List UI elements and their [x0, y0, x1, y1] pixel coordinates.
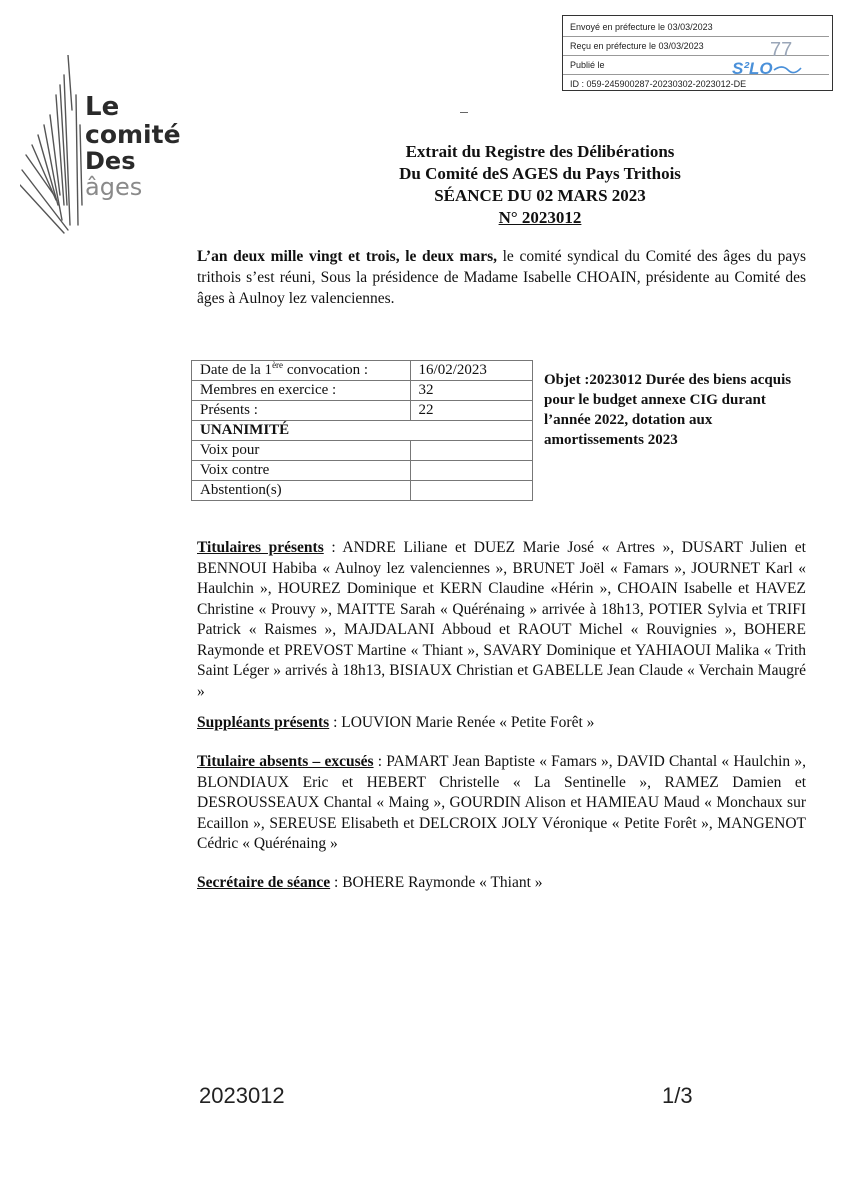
stamp-id: ID : 059-245900287-20230302-2023012-DE — [570, 79, 747, 89]
session-stats-table — [191, 360, 533, 501]
titulaires-presents-paragraph — [197, 538, 806, 702]
s2lo-brand: S²LO — [732, 59, 773, 78]
titulaires-presents-label: Titulaires présents — [197, 539, 324, 556]
document-title — [340, 141, 740, 229]
titulaires-absents-text: : PAMART Jean Baptiste « Famars », DAVID Chantal « Haulchin », BLONDIAUX Eric et HEBERT Christelle « La Sentinelle », RAMEZ Damien et DESROUSSEAUX Chantal « Maing », GOURDIN Alison et HAMIEAU Maud « Monchaux sur Ecaillon », SEREUSE Elisabeth et DELCROIX JOLY Véronique « Petite Forêt », MANGENOT Cédric « Quérénaing » — [197, 753, 806, 852]
secretaire-label: Secrétaire de séance — [197, 874, 331, 891]
suppleants-presents-label: Suppléants présents — [197, 714, 330, 731]
abstentions-value — [410, 481, 532, 501]
present-value: 22 — [410, 401, 532, 421]
titulaires-absents-paragraph — [197, 752, 806, 855]
comite-des-ages-logo — [20, 55, 200, 235]
stamp-divider — [563, 36, 829, 37]
decorative-dash — [460, 112, 468, 113]
prefecture-stamp — [562, 15, 833, 91]
footer-doc-number: 2023012 — [199, 1083, 285, 1108]
stamp-received-date: Reçu en préfecture le 03/03/2023 — [570, 41, 704, 51]
table-row — [192, 381, 533, 401]
stamp-sent-date: Envoyé en préfecture le 03/03/2023 — [570, 22, 713, 32]
table-row — [192, 461, 533, 481]
title-line-1: Extrait du Registre des Délibérations — [405, 142, 675, 161]
secretaire-paragraph — [197, 873, 806, 894]
suppleants-presents-text: : LOUVION Marie Renée « Petite Forêt » — [329, 714, 595, 731]
votes-for-value — [410, 441, 532, 461]
unanimity-label: UNANIMITÉ — [192, 421, 411, 441]
title-line-3: SÉANCE DU 02 MARS 2023 — [434, 186, 646, 205]
stamp-published: Publié le — [570, 60, 605, 70]
titulaires-presents-text: : ANDRE Liliane et DUEZ Marie José « Artres », DUSART Julien et BENNOUI Habiba « Aulnoy lez valenciennes », BRUNET Joël « Famars », JOURNET Karl « Haulchin », HOUREZ Dominique et KERN Claudine «Hérin », CHOAIN Isabelle et HAVEZ Christine « Prouvy », MAITTE Sarah « Quérénaing » arrivée à 18h13, POTIER Sylvia et TRIFI Patrick « Raismes », MAJDALANI Abboud et RAOUT Michel « Rouvignies », BOHERE Raymonde et PREVOST Martine « Thiant », SAVARY Dominique et YAHIAOUI Malika « Trith Saint Léger » arrivés à 18h13, BISIAUX Christian et GABELLE Jean Claude « Verchain Maugré » — [197, 539, 806, 700]
abstentions-label: Abstention(s) — [192, 481, 411, 501]
logo-line-3: Des — [85, 147, 136, 175]
intro-paragraph — [197, 246, 806, 309]
table-row — [192, 421, 533, 441]
footer-page-number: 1/3 — [662, 1083, 693, 1108]
votes-for-label: Voix pour — [192, 441, 411, 461]
logo-line-1: Le — [85, 92, 120, 122]
logo-line-4: âges — [85, 173, 143, 201]
members-label: Membres en exercice : — [192, 381, 411, 401]
convocation-date-label: Date de la 1ère convocation : — [192, 361, 411, 381]
table-row — [192, 441, 533, 461]
deliberation-number: N° 2023012 — [498, 208, 582, 227]
members-value: 32 — [410, 381, 532, 401]
titulaires-absents-label: Titulaire absents – excusés — [197, 753, 374, 770]
intro-text: le comité syndical du Comité des âges du pays trithois s’est réuni, Sous la présidence de Madame Isabelle CHOAIN, présidente au Comité des âges à Aulnoy lez valenciennes. — [197, 248, 806, 307]
unanimity-value — [410, 421, 532, 441]
votes-against-label: Voix contre — [192, 461, 411, 481]
convocation-date-value: 16/02/2023 — [410, 361, 532, 381]
table-row — [192, 481, 533, 501]
title-line-2: Du Comité deS AGES du Pays Trithois — [399, 164, 681, 183]
s2lo-number: 77 — [770, 40, 793, 61]
secretaire-text: : BOHERE Raymonde « Thiant » — [330, 874, 543, 891]
votes-against-value — [410, 461, 532, 481]
present-label: Présents : — [192, 401, 411, 421]
table-row — [192, 361, 533, 381]
table-row — [192, 401, 533, 421]
s2lo-logo — [730, 40, 802, 80]
logo-line-2: comité — [85, 120, 181, 149]
deliberation-subject: Objet :2023012 Durée des biens acquis pour le budget annexe CIG durant l’année 2022, dotation aux amortissements 2023 — [544, 372, 792, 448]
intro-date-phrase: L’an deux mille vingt et trois, le deux mars, — [197, 248, 497, 265]
suppleants-presents-paragraph — [197, 713, 806, 734]
